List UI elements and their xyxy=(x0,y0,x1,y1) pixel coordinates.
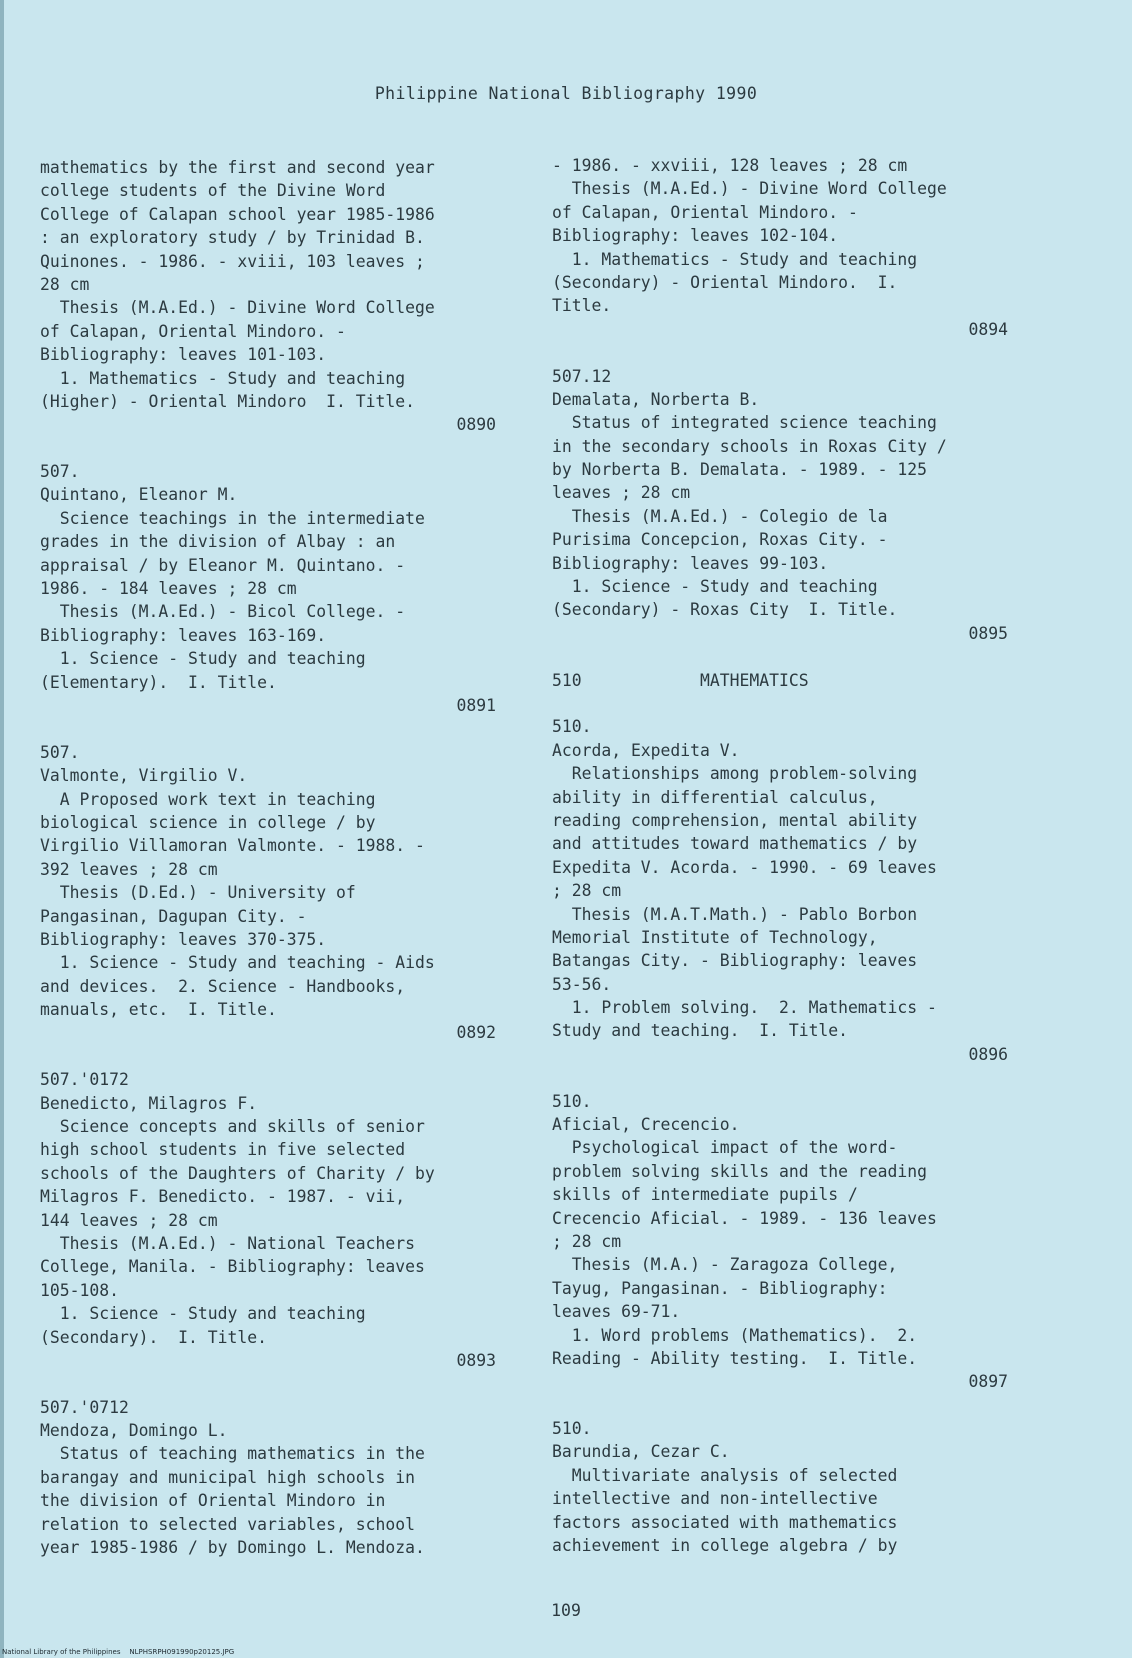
left-column xyxy=(40,156,510,1559)
text-line: year 1985-1986 / by Domingo L. Mendoza. xyxy=(40,1538,425,1558)
text-line: Crecencio Aficial. - 1989. - 136 leaves xyxy=(552,1208,937,1228)
text-line: 507. xyxy=(40,742,80,762)
blank-line xyxy=(40,1372,510,1395)
page-number: 109 xyxy=(551,1601,581,1620)
text-line: 507.'0712 xyxy=(40,1397,129,1417)
text-line: Mendoza, Domingo L. xyxy=(40,1421,228,1441)
text-line: Barundia, Cezar C. xyxy=(552,1442,730,1462)
text-line: leaves ; 28 cm xyxy=(552,483,691,503)
text-line: 105-108. xyxy=(40,1280,119,1300)
text-line: College, Manila. - Bibliography: leaves xyxy=(40,1257,425,1277)
text-line: 510. xyxy=(552,1419,592,1439)
text-line: (Elementary). I. Title. xyxy=(40,672,277,692)
entry-number: 0895 xyxy=(968,623,1008,643)
text-line: grades in the division of Albay : an xyxy=(40,532,396,552)
text-line: 144 leaves ; 28 cm xyxy=(40,1210,218,1230)
entry-number: 0893 xyxy=(456,1350,496,1370)
blank-line xyxy=(552,645,1022,668)
entry-number: 0896 xyxy=(968,1044,1008,1064)
text-line: 1. Science - Study and teaching xyxy=(40,649,366,669)
text-line: and attitudes toward mathematics / by xyxy=(552,834,918,854)
text-line: : an exploratory study / by Trinidad B. xyxy=(40,228,425,248)
text-line: in the secondary schools in Roxas City / xyxy=(552,436,947,456)
text-line: Memorial Institute of Technology, xyxy=(552,927,878,947)
text-line: Virgilio Villamoran Valmonte. - 1988. - xyxy=(40,836,425,856)
text-line: Aficial, Crecencio. xyxy=(552,1115,740,1135)
text-line: Tayug, Pangasinan. - Bibliography: xyxy=(552,1278,888,1298)
text-line: manuals, etc. I. Title. xyxy=(40,1000,277,1020)
text-line: 1. Science - Study and teaching xyxy=(552,577,878,597)
text-line: (Secondary) - Roxas City I. Title. xyxy=(552,600,898,620)
text-line: Valmonte, Virgilio V. xyxy=(40,766,248,786)
text-line: biological science in college / by xyxy=(40,812,376,832)
text-line: 1. Science - Study and teaching - Aids xyxy=(40,953,435,973)
text-line: Thesis (M.A.Ed.) - Divine Word College xyxy=(552,179,947,199)
text-line: ability in differential calculus, xyxy=(552,787,878,807)
scan-footer: National Library of the Philippines NLPHSRPH091990p20125.JPG xyxy=(2,1648,235,1656)
text-line: problem solving skills and the reading xyxy=(552,1161,927,1181)
text-line: Title. xyxy=(552,296,612,316)
text-line: Thesis (D.Ed.) - University of xyxy=(40,883,356,903)
text-line: College of Calapan school year 1985-1986 xyxy=(40,204,435,224)
text-line: Benedicto, Milagros F. xyxy=(40,1093,258,1113)
text-line: leaves 69-71. xyxy=(552,1302,681,1322)
text-line: Status of integrated science teaching xyxy=(552,413,937,433)
blank-line xyxy=(40,437,510,460)
entry-number: 0891 xyxy=(456,695,496,715)
text-line: - 1986. - xxviii, 128 leaves ; 28 cm xyxy=(552,156,908,175)
text-line: Quintano, Eleanor M. xyxy=(40,485,238,505)
text-line: Bibliography: leaves 101-103. xyxy=(40,345,327,365)
text-line: ; 28 cm xyxy=(552,881,622,901)
text-line: high school students in five selected xyxy=(40,1140,406,1160)
text-line: Study and teaching. I. Title. xyxy=(552,1021,849,1041)
blank-line xyxy=(552,1066,1022,1089)
text-line: college students of the Divine Word xyxy=(40,181,386,201)
text-line: the division of Oriental Mindoro in xyxy=(40,1491,386,1511)
entry-number: 0890 xyxy=(456,415,496,435)
text-line: Thesis (M.A.Ed.) - Divine Word College xyxy=(40,298,435,318)
text-line: (Secondary). I. Title. xyxy=(40,1327,267,1347)
text-line: 510. xyxy=(552,717,592,737)
text-line: (Higher) - Oriental Mindoro I. Title. xyxy=(40,391,415,411)
text-line: Thesis (M.A.T.Math.) - Pablo Borbon xyxy=(552,904,918,924)
text-line: mathematics by the first and second year xyxy=(40,158,435,177)
text-line: 1. Mathematics - Study and teaching xyxy=(40,368,406,388)
text-line: of Calapan, Oriental Mindoro. - xyxy=(40,321,346,341)
text-line: 510. xyxy=(552,1091,592,1111)
text-line: 53-56. xyxy=(552,974,612,994)
text-line: Relationships among problem-solving xyxy=(552,764,918,784)
text-line: appraisal / by Eleanor M. Quintano. - xyxy=(40,555,406,575)
text-line: reading comprehension, mental ability xyxy=(552,810,918,830)
text-line: Science teachings in the intermediate xyxy=(40,508,425,528)
text-line: 507.'0172 xyxy=(40,1070,129,1090)
text-line: 1. Mathematics - Study and teaching xyxy=(552,249,918,269)
text-line: Status of teaching mathematics in the xyxy=(40,1444,425,1464)
text-line: (Secondary) - Oriental Mindoro. I. xyxy=(552,272,898,292)
text-line: ; 28 cm xyxy=(552,1231,622,1251)
page-edge xyxy=(0,0,4,1658)
text-line: Thesis (M.A.) - Zaragoza College, xyxy=(552,1255,898,1275)
blank-line xyxy=(552,341,1022,364)
text-line: 1. Science - Study and teaching xyxy=(40,1304,366,1324)
text-line: 1. Problem solving. 2. Mathematics - xyxy=(552,998,937,1018)
text-line: factors associated with mathematics xyxy=(552,1512,898,1532)
text-line: Reading - Ability testing. I. Title. xyxy=(552,1348,918,1368)
blank-line xyxy=(552,692,1022,715)
text-line: 1. Word problems (Mathematics). 2. xyxy=(552,1325,918,1345)
text-line: schools of the Daughters of Charity / by xyxy=(40,1163,435,1183)
entry-number: 0892 xyxy=(456,1023,496,1043)
text-line: Thesis (M.A.Ed.) - National Teachers xyxy=(40,1233,415,1253)
text-line: and devices. 2. Science - Handbooks, xyxy=(40,976,406,996)
text-line: skills of intermediate pupils / xyxy=(552,1185,858,1205)
text-line: Milagros F. Benedicto. - 1987. - vii, xyxy=(40,1187,406,1207)
text-line: Bibliography: leaves 163-169. xyxy=(40,625,327,645)
text-line: Bibliography: leaves 99-103. xyxy=(552,553,829,573)
text-line: Demalata, Norberta B. xyxy=(552,389,760,409)
text-line: Multivariate analysis of selected xyxy=(552,1465,898,1485)
running-head: Philippine National Bibliography 1990 xyxy=(374,84,758,103)
text-line: 507.12 xyxy=(552,366,612,386)
text-line: achievement in college algebra / by xyxy=(552,1536,898,1556)
text-line: Acorda, Expedita V. xyxy=(552,740,740,760)
blank-line xyxy=(552,1394,1022,1417)
text-line: Purisima Concepcion, Roxas City. - xyxy=(552,530,888,550)
text-line: Expedita V. Acorda. - 1990. - 69 leaves xyxy=(552,857,937,877)
entry-number: 0894 xyxy=(968,319,1008,339)
text-line: 392 leaves ; 28 cm xyxy=(40,859,218,879)
text-line: by Norberta B. Demalata. - 1989. - 125 xyxy=(552,460,927,480)
text-line: barangay and municipal high schools in xyxy=(40,1467,415,1487)
text-line: Bibliography: leaves 370-375. xyxy=(40,929,327,949)
text-line: Batangas City. - Bibliography: leaves xyxy=(552,951,918,971)
entry-number: 0897 xyxy=(968,1372,1008,1392)
blank-line xyxy=(40,1045,510,1068)
text-line: 510 MATHEMATICS xyxy=(552,670,809,690)
right-column xyxy=(552,154,1022,1557)
text-line: Pangasinan, Dagupan City. - xyxy=(40,906,307,926)
blank-line xyxy=(40,717,510,740)
text-line: Bibliography: leaves 102-104. xyxy=(552,226,839,246)
text-line: Quinones. - 1986. - xviii, 103 leaves ; xyxy=(40,251,425,271)
text-line: intellective and non-intellective xyxy=(552,1489,878,1509)
text-line: 507. xyxy=(40,462,80,482)
text-line: Psychological impact of the word- xyxy=(552,1138,898,1158)
text-line: relation to selected variables, school xyxy=(40,1514,415,1534)
text-line: Science concepts and skills of senior xyxy=(40,1117,425,1137)
text-line: 28 cm xyxy=(40,274,90,294)
text-line: Thesis (M.A.Ed.) - Colegio de la xyxy=(552,506,888,526)
text-line: A Proposed work text in teaching xyxy=(40,789,376,809)
text-line: of Calapan, Oriental Mindoro. - xyxy=(552,202,858,222)
text-line: 1986. - 184 leaves ; 28 cm xyxy=(40,579,297,599)
text-line: Thesis (M.A.Ed.) - Bicol College. - xyxy=(40,602,406,622)
